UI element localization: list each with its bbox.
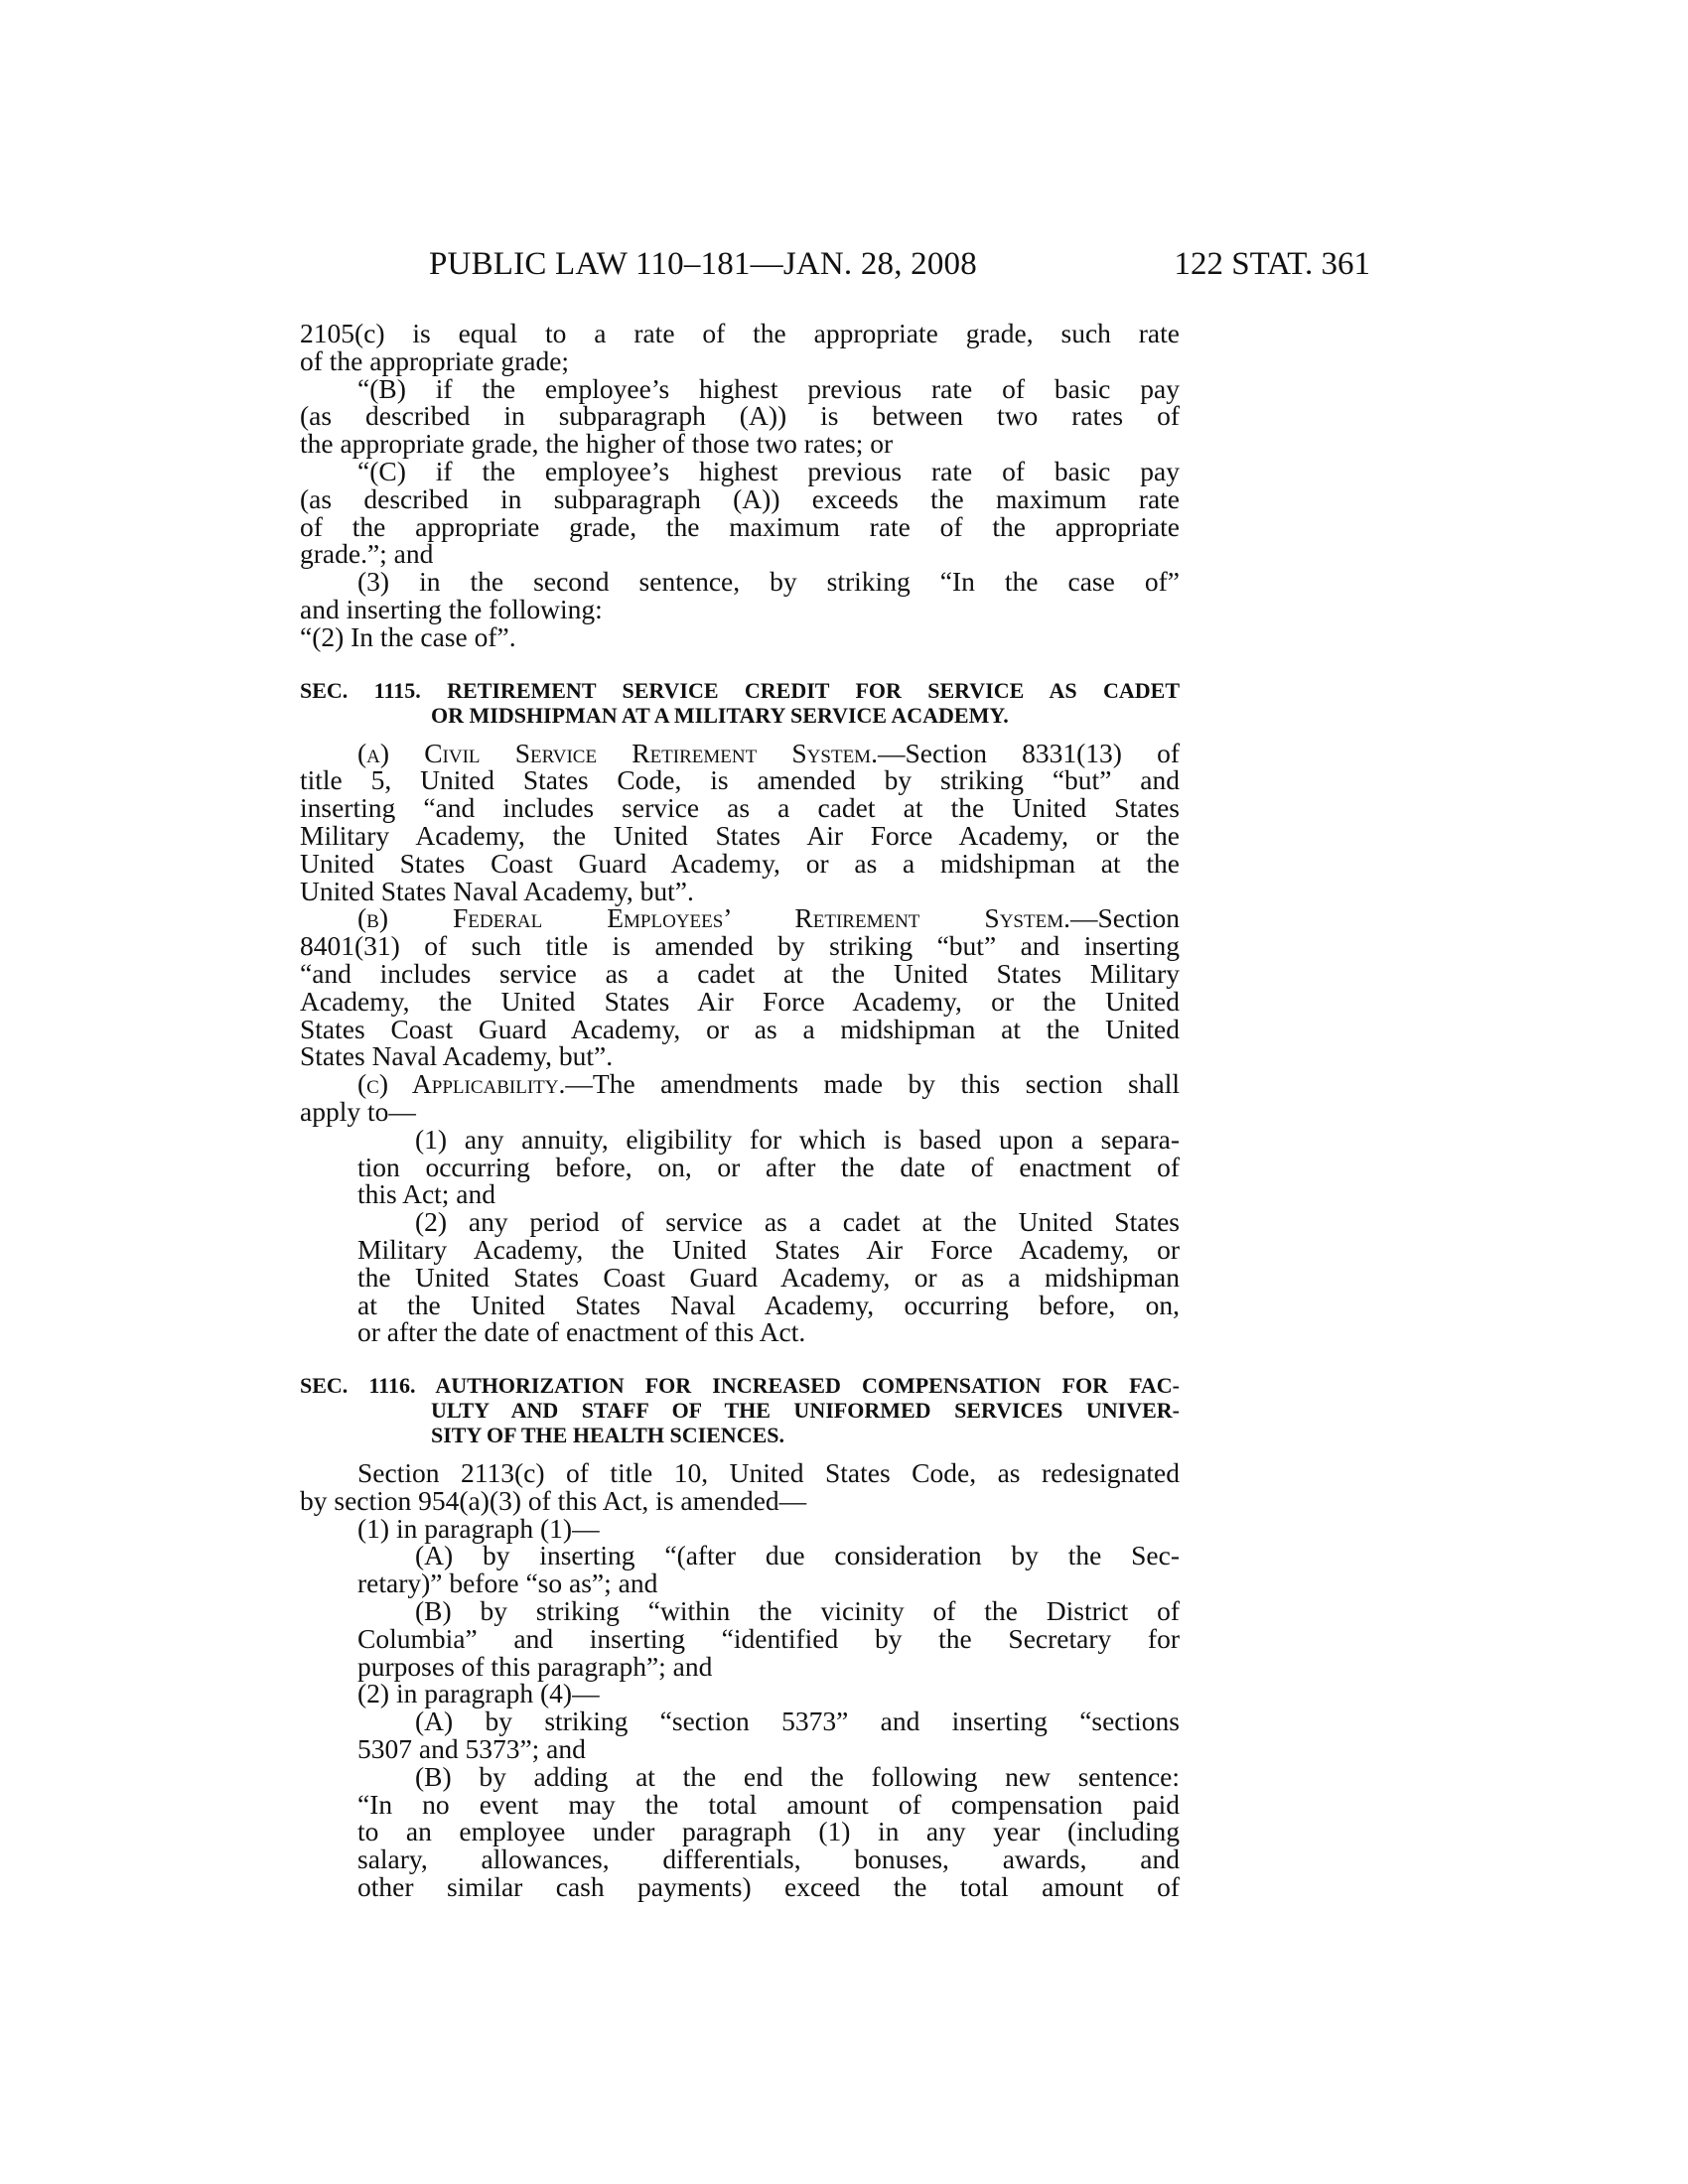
text-line: purposes of this paragraph”; and (357, 1650, 713, 1682)
text-line: and inserting the following: (300, 593, 603, 624)
text-line: (as described in subparagraph (A)) is between two rates of (300, 400, 1180, 432)
section-heading-line: SEC. 1115. RETIREMENT SERVICE CREDIT FOR SERVICE AS CADET (300, 677, 1180, 703)
text-line: Military Academy, the United States Air Force Academy, or (357, 1233, 1180, 1265)
text-span: —The amendments made by this section shall (565, 1068, 1180, 1100)
text-line: the appropriate grade, the higher of those two rates; or (300, 428, 894, 460)
document-body (300, 320, 1180, 1901)
text-line: the United States Coast Guard Academy, or as a midshipman (357, 1261, 1180, 1293)
subsection-a-line (300, 737, 1180, 768)
section-heading-1115 (300, 678, 1180, 728)
text-line: (as described in subparagraph (A)) exceeds the maximum rate (300, 482, 1180, 514)
text-line: States Coast Guard Academy, or as a midshipman at the United (300, 1013, 1180, 1044)
text-line: (2) any period of service as a cadet at the United States (415, 1206, 1180, 1238)
section-heading-line: ULTY AND STAFF OF THE UNIFORMED SERVICES UNIVER- (431, 1398, 1180, 1424)
text-line: Academy, the United States Air Force Academy, or the United (300, 985, 1180, 1017)
text-line: States Naval Academy, but”. (300, 1040, 614, 1072)
section-heading-1116 (300, 1373, 1180, 1447)
page-header (298, 246, 1370, 290)
text-line: of the appropriate grade; (300, 344, 570, 376)
text-line: by section 954(a)(3) of this Act, is amended— (300, 1484, 807, 1516)
text-line: Columbia” and inserting “identified by the Secretary for (357, 1622, 1180, 1654)
text-line: “and includes service as a cadet at the United States Military (300, 957, 1180, 989)
text-line: tion occurring before, on, or after the date of enactment of (357, 1151, 1180, 1182)
subsection-a-heading: (a) Civil Service Retirement System. (357, 737, 878, 768)
text-line: retary)” before “so as”; and (357, 1568, 658, 1599)
text-line: (A) by inserting “(after due consideration by the Sec- (415, 1540, 1180, 1571)
text-line: (B) by adding at the end the following new sentence: (415, 1760, 1180, 1792)
section-heading-line: SITY OF THE HEALTH SCIENCES. (431, 1423, 784, 1448)
running-head-law: PUBLIC LAW 110–181—JAN. 28, 2008 (429, 246, 977, 282)
text-line: title 5, United States Code, is amended by striking “but” and (300, 764, 1180, 796)
running-head-stat-page: 122 STAT. 361 (1174, 246, 1370, 282)
text-line: 2105(c) is equal to a rate of the appropriate grade, such rate (300, 318, 1180, 348)
text-line: other similar cash payments) exceed the total amount of (357, 1871, 1180, 1903)
text-line: grade.”; and (300, 538, 434, 570)
text-line: apply to— (300, 1095, 416, 1127)
text-span: —Section 8331(13) of (877, 737, 1180, 768)
text-line: of the appropriate grade, the maximum rate of the appropriate (300, 510, 1180, 542)
text-line: or after the date of enactment of this Act. (357, 1316, 806, 1348)
text-line: (2) in paragraph (4)— (357, 1678, 600, 1709)
text-line: Military Academy, the United States Air Force Academy, or the (300, 819, 1180, 851)
text-line: to an employee under paragraph (1) in any year (including (357, 1816, 1180, 1847)
subsection-c-line (300, 1070, 1180, 1098)
text-line: United States Coast Guard Academy, or as a midshipman at the (300, 847, 1180, 879)
subsection-b-line (300, 904, 1180, 932)
text-line: this Act; and (357, 1178, 496, 1210)
text-line: “(C) if the employee’s highest previous rate of basic pay (357, 455, 1180, 486)
text-line: inserting “and includes service as a cadet at the United States (300, 792, 1180, 824)
text-line: salary, allowances, differentials, bonuses, awards, and (357, 1843, 1180, 1875)
text-line: 5307 and 5373”; and (357, 1733, 586, 1765)
text-line: (1) in paragraph (1)— (357, 1512, 600, 1544)
text-line: (1) any annuity, eligibility for which is based upon a separa- (415, 1123, 1180, 1155)
subsection-b-heading: (b) Federal Employees’ Retirement System. (357, 902, 1070, 934)
text-line: Section 2113(c) of title 10, United States Code, as redesignated (357, 1457, 1180, 1489)
section-heading-line: OR MIDSHIPMAN AT A MILITARY SERVICE ACADEMY. (431, 702, 1009, 728)
section-heading-line: SEC. 1116. AUTHORIZATION FOR INCREASED COMPENSATION FOR FAC- (300, 1373, 1180, 1399)
text-line: (B) by striking “within the vicinity of the District of (415, 1595, 1180, 1627)
text-line: (3) in the second sentence, by striking “In the case of” (357, 566, 1180, 598)
text-line: United States Naval Academy, but”. (300, 875, 694, 906)
text-line: 8401(31) of such title is amended by striking “but” and inserting (300, 930, 1180, 962)
text-line: at the United States Naval Academy, occurring before, on, (357, 1289, 1180, 1320)
subsection-c-heading: (c) Applicability. (357, 1068, 566, 1100)
text-line: “(2) In the case of”. (300, 620, 516, 652)
text-line: “(B) if the employee’s highest previous rate of basic pay (357, 372, 1180, 404)
text-span: —Section (1070, 902, 1180, 934)
text-line: (A) by striking “section 5373” and inserting “sections (415, 1706, 1180, 1737)
text-line: “In no event may the total amount of compensation paid (357, 1788, 1180, 1820)
